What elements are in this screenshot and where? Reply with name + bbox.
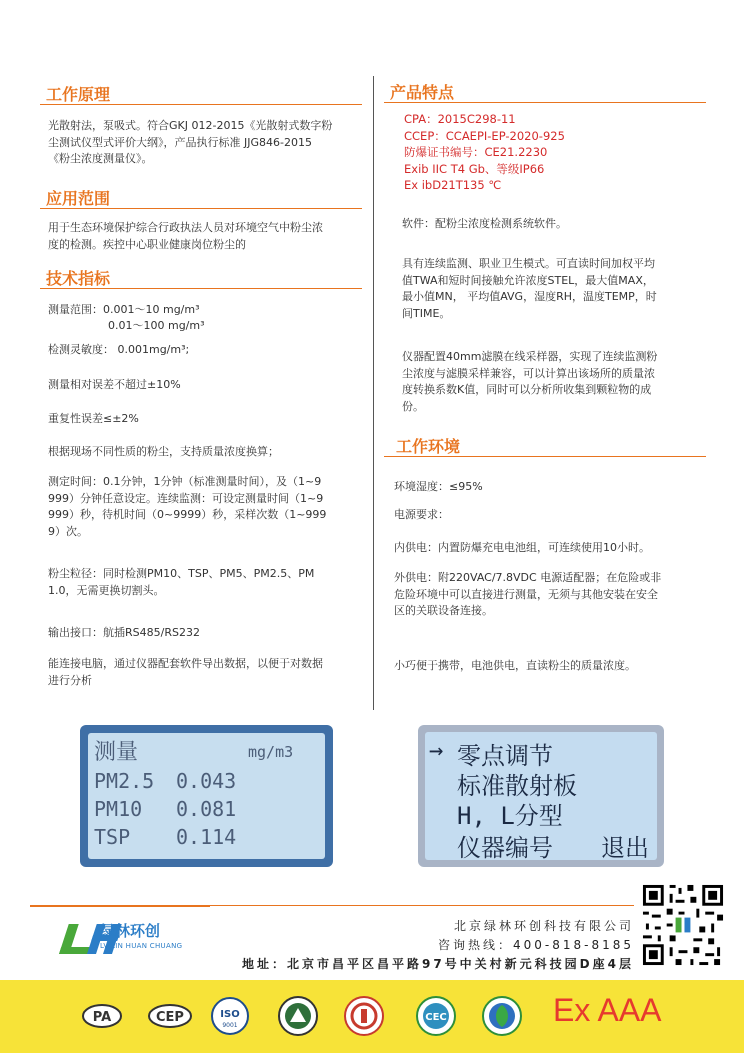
iso-cert-text: ISO	[220, 1009, 240, 1020]
repeat-spec: 重复性误差≤±2%	[48, 412, 139, 425]
mode-line: 间TIME。	[402, 306, 451, 320]
features-heading: 产品特点	[390, 83, 455, 102]
range-2: 0.01～100 mg/m³	[108, 319, 205, 332]
menu-item-standard: 标准散射板	[457, 772, 577, 800]
scope-heading: 应用范围	[46, 189, 111, 208]
display-unit: mg/m3	[248, 743, 294, 761]
footer-rule-left	[30, 905, 210, 907]
portable-text: 小巧便于携带，电池供电，直读粉尘的质量浓度。	[394, 659, 636, 672]
column-divider	[373, 76, 374, 710]
cep-cert-text: CEP	[156, 1010, 184, 1025]
mode-line: 最小值MN， 平均值AVG，湿度RH，温度TEMP，时	[402, 290, 657, 303]
mode-line: 具有连续监测、职业卫生模式。可直读时间加权平均	[402, 257, 655, 270]
menu-screen	[425, 732, 657, 860]
pa-cert-icon	[80, 996, 124, 1036]
env-heading: 工作环境	[396, 437, 461, 456]
menu-item-hl: H, L分型	[457, 802, 563, 830]
menu-item-serial: 仪器编号	[457, 834, 553, 862]
principle-text	[48, 118, 364, 168]
display-title: 测量	[94, 740, 139, 765]
mode-text	[402, 256, 702, 322]
pc-line: 进行分析	[48, 673, 92, 687]
software-text: 软件：配粉尘浓度检测系统软件。	[402, 217, 567, 230]
time-line: 999）分钟任意设定。连续监测：可设定测量时间（1~9	[48, 491, 324, 505]
measure-screen	[88, 733, 325, 859]
particle-spec	[48, 566, 364, 599]
time-line: 9）次。	[48, 524, 88, 538]
time-spec	[48, 474, 364, 540]
cert-line: Ex ibD21T135 ℃	[404, 178, 502, 192]
quality-seal-icon	[276, 996, 320, 1036]
power-text: 电源要求：	[394, 508, 449, 521]
cep-cert-icon	[146, 996, 194, 1036]
cert-line: Exib IIC T4 Gb、等级IP66	[404, 161, 545, 176]
particle-line: 粉尘粒径：同时检测PM10、TSP、PM5、PM2.5、PM	[48, 567, 315, 580]
filter-line: 度转换系数K值，同时可以分析所收集到颗粒物的成	[402, 383, 652, 396]
menu-item-exit: 退出	[601, 834, 649, 862]
principle-rule	[40, 104, 362, 105]
particle-line: 1.0，无需更换切割头。	[48, 583, 165, 597]
cert-line: 防爆证书编号：CE21.2230	[404, 145, 548, 159]
convert-spec: 根据现场不同性质的粉尘，支持质量浓度换算；	[48, 445, 279, 458]
cec-cert-text: CEC	[425, 1012, 447, 1023]
address: 地址：北京市昌平区昌平路97号中关村新元科技园D座4层	[241, 957, 634, 971]
filter-line: 尘浓度与滤膜采样兼容，可以计算出该场所的质量浓	[402, 366, 655, 380]
credit-seal-icon	[342, 996, 386, 1036]
principle-line: 尘测试仪型式评价大纲》，产品执行标准 JJG846-2015	[48, 135, 312, 149]
scope-text	[48, 220, 364, 253]
scope-line: 度的检测。疾控中心职业健康岗位粉尘的	[48, 237, 246, 251]
hotline: 咨询热线：400-818-8185	[437, 938, 634, 952]
error-spec: 测量相对误差不超过±10%	[48, 378, 181, 391]
internal-power-text: 内供电：内置防爆充电电池组，可连续使用10小时。	[394, 541, 650, 554]
eco-cert-icon	[480, 996, 524, 1036]
row-pm25-value: 0.043	[176, 769, 237, 793]
sensitivity: 检测灵敏度： 0.001mg/m³;	[48, 343, 190, 356]
pc-line: 能连接电脑，通过仪器配套软件导出数据，以便于对数据	[48, 657, 323, 670]
external-line: 区的关联设备连接。	[394, 604, 493, 617]
filter-line: 仪器配置40mm滤膜在线采样器，实现了连续监测粉	[402, 350, 658, 363]
row-pm10-label: PM10	[94, 797, 143, 821]
row-tsp-label: TSP	[94, 825, 131, 849]
ex-aaa-mark: Ex AAA	[553, 992, 662, 1028]
scope-line: 用于生态环境保护综合行政执法人员对环境空气中粉尘浓	[48, 221, 323, 234]
brand-name-en: LV LIN HUAN CHUANG	[100, 942, 183, 950]
cert-list	[404, 111, 565, 194]
external-line: 危险环境中可以直接进行测量，无须与其他安装在安全	[394, 587, 658, 601]
menu-display	[418, 725, 664, 867]
principle-heading: 工作原理	[46, 85, 111, 104]
env-rule	[384, 456, 706, 457]
humidity-text: 环境湿度：≤95%	[394, 480, 483, 493]
cert-line: CCEP：CCAEPI-EP-2020-925	[404, 128, 565, 143]
mode-line: 值TWA和短时间接触允许浓度STEL，最大值MAX，	[402, 273, 654, 287]
time-line: 测定时间：0.1分钟，1分钟（标准测量时间），及（1~9	[48, 475, 322, 488]
external-line: 外供电：附220VAC/7.8VDC 电源适配器；在危险或非	[394, 571, 662, 584]
menu-arrow-icon: →	[429, 736, 444, 764]
footer-rule-right	[210, 905, 634, 906]
external-power-text	[394, 570, 702, 620]
principle-line: 光散射法，泵吸式。符合GKJ 012-2015《光散射式数字粉	[48, 119, 333, 132]
measure-display	[80, 725, 333, 867]
company-name: 北京绿林环创科技有限公司	[453, 919, 634, 933]
cec-cert-icon	[414, 996, 458, 1036]
brand-name: 绿林环创	[100, 922, 161, 940]
pa-cert-text: PA	[92, 1010, 112, 1025]
iso-cert-icon	[210, 996, 250, 1036]
row-pm10-value: 0.081	[176, 797, 237, 821]
filter-line: 份。	[402, 399, 424, 413]
specs-rule	[40, 288, 362, 289]
iso-cert-number: 9001	[222, 1022, 238, 1029]
pc-spec	[48, 656, 364, 689]
time-line: 999）秒，待机时间（0~9999）秒，采样次数（1~999	[48, 508, 327, 521]
qr-code	[640, 882, 726, 968]
row-pm25-label: PM2.5	[94, 769, 155, 793]
filter-text	[402, 349, 702, 415]
range-1: 测量范围：0.001～10 mg/m³	[48, 303, 200, 316]
menu-item-zero: 零点调节	[457, 742, 553, 770]
principle-line: 《粉尘浓度测量仪》。	[48, 152, 153, 165]
output-spec: 输出接口：航插RS485/RS232	[48, 626, 200, 639]
row-tsp-value: 0.114	[176, 825, 237, 849]
features-rule	[384, 102, 706, 103]
specs-heading: 技术指标	[46, 269, 111, 288]
scope-rule	[40, 208, 362, 209]
cert-line: CPA：2015C298-11	[404, 112, 516, 126]
